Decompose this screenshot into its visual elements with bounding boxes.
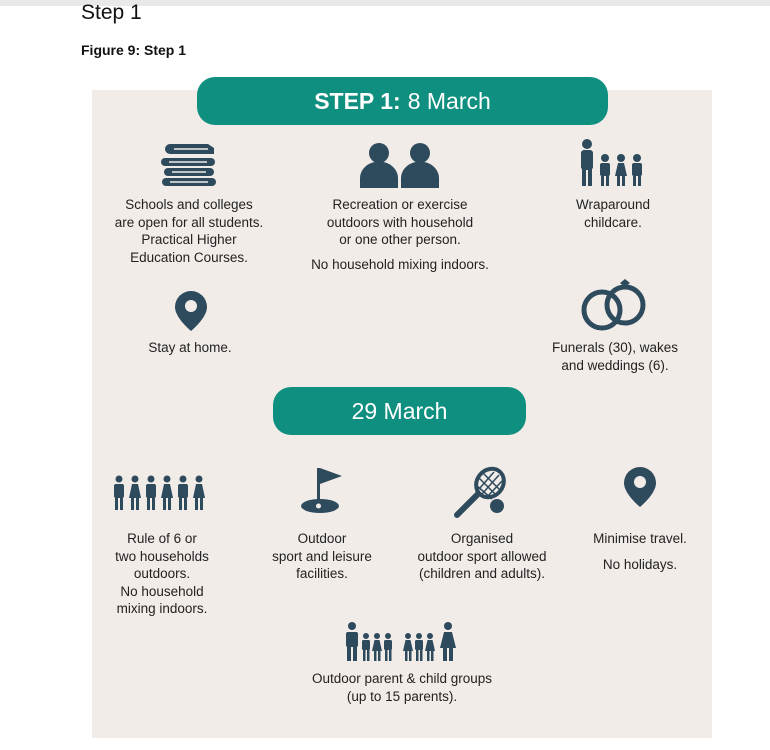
location-pin-icon bbox=[623, 466, 657, 508]
recreation-note: No household mixing indoors. bbox=[311, 257, 489, 272]
wedding-rings-icon bbox=[580, 278, 650, 332]
travel-text: Minimise travel. bbox=[593, 531, 687, 546]
golf-flag-icon bbox=[300, 466, 346, 514]
outdoor-sport-text: Outdoor sport and leisure facilities. bbox=[272, 531, 372, 581]
childcare-text: Wraparound childcare. bbox=[575, 197, 651, 230]
books-icon bbox=[160, 140, 220, 190]
recreation-text: Recreation or exercise outdoors with household or one other person. bbox=[326, 197, 474, 247]
march29-label: 29 March bbox=[351, 397, 448, 424]
six-people-icon bbox=[112, 475, 212, 511]
tennis-racket-icon bbox=[452, 466, 510, 520]
document-heading: Step 1 bbox=[81, 1, 142, 24]
parent-child-groups-icon bbox=[344, 622, 458, 662]
travel-note: No holidays. bbox=[602, 557, 678, 572]
parent-child-text: Outdoor parent & child groups (up to 15 parents). bbox=[311, 671, 493, 704]
funerals-text: Funerals (30), wakes and weddings (6). bbox=[551, 340, 679, 373]
family-icon bbox=[578, 138, 652, 188]
organised-sport-text: Organised outdoor sport allowed (children and adults). bbox=[417, 531, 547, 581]
rule-of-six-text: Rule of 6 or two households outdoors. No household mixing indoors. bbox=[115, 531, 209, 616]
march29-banner bbox=[273, 387, 526, 435]
step1-date: 8 March bbox=[407, 87, 491, 114]
step1-banner bbox=[197, 77, 608, 125]
step1-label: STEP 1: bbox=[314, 87, 401, 114]
location-pin-icon bbox=[174, 290, 208, 332]
schools-text: Schools and colleges are open for all students. Practical Higher Education Courses. bbox=[114, 197, 264, 265]
two-people-icon bbox=[358, 142, 442, 188]
figure-caption: Figure 9: Step 1 bbox=[81, 42, 187, 58]
stay-home-text: Stay at home. bbox=[148, 340, 232, 355]
